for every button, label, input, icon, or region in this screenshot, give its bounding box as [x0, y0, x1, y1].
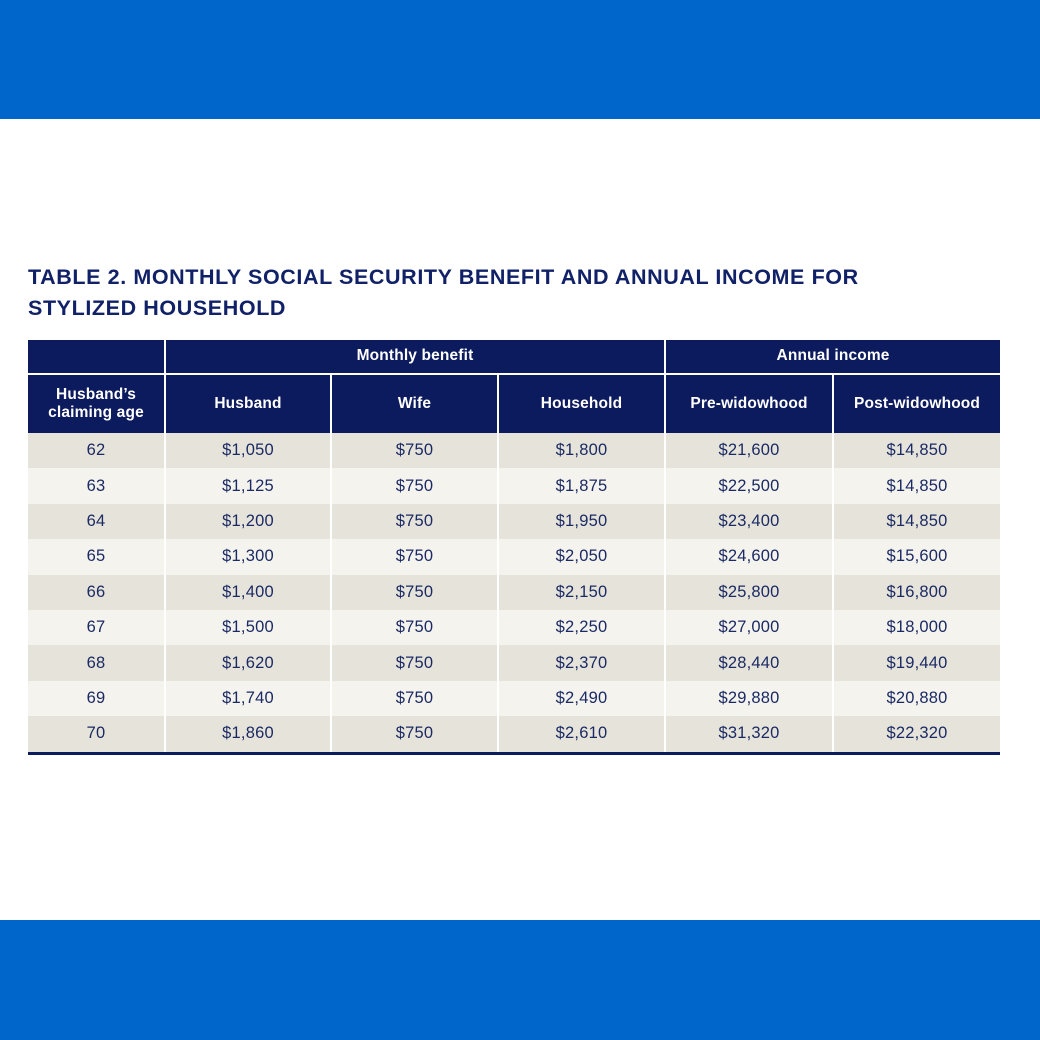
- cell-post-widowhood: $20,880: [833, 681, 1000, 716]
- cell-wife: $750: [331, 575, 498, 610]
- column-header-pre-widowhood: Pre-widowhood: [665, 374, 833, 433]
- cell-pre-widowhood: $29,880: [665, 681, 833, 716]
- cell-wife: $750: [331, 716, 498, 753]
- top-color-band: [0, 0, 1040, 119]
- cell-husband: $1,125: [165, 468, 331, 503]
- cell-pre-widowhood: $23,400: [665, 504, 833, 539]
- cell-wife: $750: [331, 539, 498, 574]
- cell-post-widowhood: $16,800: [833, 575, 1000, 610]
- cell-pre-widowhood: $22,500: [665, 468, 833, 503]
- cell-post-widowhood: $22,320: [833, 716, 1000, 753]
- table-row: [28, 468, 1000, 503]
- cell-husband: $1,400: [165, 575, 331, 610]
- cell-claiming-age: 63: [28, 468, 165, 503]
- cell-household: $1,875: [498, 468, 665, 503]
- table-row: [28, 645, 1000, 680]
- table-header: [28, 340, 1000, 433]
- cell-claiming-age: 70: [28, 716, 165, 753]
- cell-claiming-age: 64: [28, 504, 165, 539]
- cell-household: $1,800: [498, 433, 665, 468]
- table-row: [28, 681, 1000, 716]
- cell-wife: $750: [331, 468, 498, 503]
- cell-claiming-age: 67: [28, 610, 165, 645]
- group-header-empty-corner: [28, 340, 165, 374]
- cell-pre-widowhood: $25,800: [665, 575, 833, 610]
- cell-wife: $750: [331, 645, 498, 680]
- cell-household: $2,370: [498, 645, 665, 680]
- cell-household: $2,050: [498, 539, 665, 574]
- table-content-area: [28, 262, 1000, 755]
- cell-wife: $750: [331, 681, 498, 716]
- table-row: [28, 539, 1000, 574]
- table-row: [28, 504, 1000, 539]
- cell-claiming-age: 68: [28, 645, 165, 680]
- cell-post-widowhood: $14,850: [833, 468, 1000, 503]
- table-group-header-row: [28, 340, 1000, 374]
- cell-household: $2,610: [498, 716, 665, 753]
- cell-pre-widowhood: $24,600: [665, 539, 833, 574]
- table-row: [28, 575, 1000, 610]
- cell-pre-widowhood: $28,440: [665, 645, 833, 680]
- column-header-claiming-age-line1: Husband’s: [55, 385, 136, 403]
- column-header-wife: Wife: [331, 374, 498, 433]
- cell-post-widowhood: $14,850: [833, 433, 1000, 468]
- cell-wife: $750: [331, 433, 498, 468]
- cell-husband: $1,860: [165, 716, 331, 753]
- column-header-claiming-age-line2: claiming age: [48, 404, 144, 422]
- cell-husband: $1,300: [165, 539, 331, 574]
- cell-husband: $1,500: [165, 610, 331, 645]
- table-row: [28, 610, 1000, 645]
- table-column-header-row: [28, 374, 1000, 433]
- column-header-household: Household: [498, 374, 665, 433]
- cell-husband: $1,740: [165, 681, 331, 716]
- benefit-income-table: [28, 340, 1000, 755]
- cell-post-widowhood: $18,000: [833, 610, 1000, 645]
- column-header-post-widowhood: Post-widowhood: [833, 374, 1000, 433]
- cell-husband: $1,050: [165, 433, 331, 468]
- cell-wife: $750: [331, 504, 498, 539]
- cell-claiming-age: 62: [28, 433, 165, 468]
- table-row: [28, 433, 1000, 468]
- cell-wife: $750: [331, 610, 498, 645]
- column-header-claiming-age: [28, 374, 165, 433]
- group-header-annual-income: Annual income: [665, 340, 1000, 374]
- cell-post-widowhood: $15,600: [833, 539, 1000, 574]
- cell-husband: $1,620: [165, 645, 331, 680]
- table-row: [28, 716, 1000, 753]
- cell-pre-widowhood: $27,000: [665, 610, 833, 645]
- cell-claiming-age: 69: [28, 681, 165, 716]
- cell-post-widowhood: $19,440: [833, 645, 1000, 680]
- table-title: TABLE 2. MONTHLY SOCIAL SECURITY BENEFIT AND ANNUAL INCOME FOR STYLIZED HOUSEHOLD: [28, 265, 859, 320]
- group-header-monthly-benefit: Monthly benefit: [165, 340, 665, 374]
- column-header-husband: Husband: [165, 374, 331, 433]
- cell-pre-widowhood: $21,600: [665, 433, 833, 468]
- cell-pre-widowhood: $31,320: [665, 716, 833, 753]
- table-body: [28, 433, 1000, 753]
- cell-claiming-age: 66: [28, 575, 165, 610]
- cell-household: $2,490: [498, 681, 665, 716]
- cell-household: $2,150: [498, 575, 665, 610]
- cell-claiming-age: 65: [28, 539, 165, 574]
- bottom-color-band: [0, 920, 1040, 1040]
- cell-household: $2,250: [498, 610, 665, 645]
- cell-husband: $1,200: [165, 504, 331, 539]
- cell-post-widowhood: $14,850: [833, 504, 1000, 539]
- cell-household: $1,950: [498, 504, 665, 539]
